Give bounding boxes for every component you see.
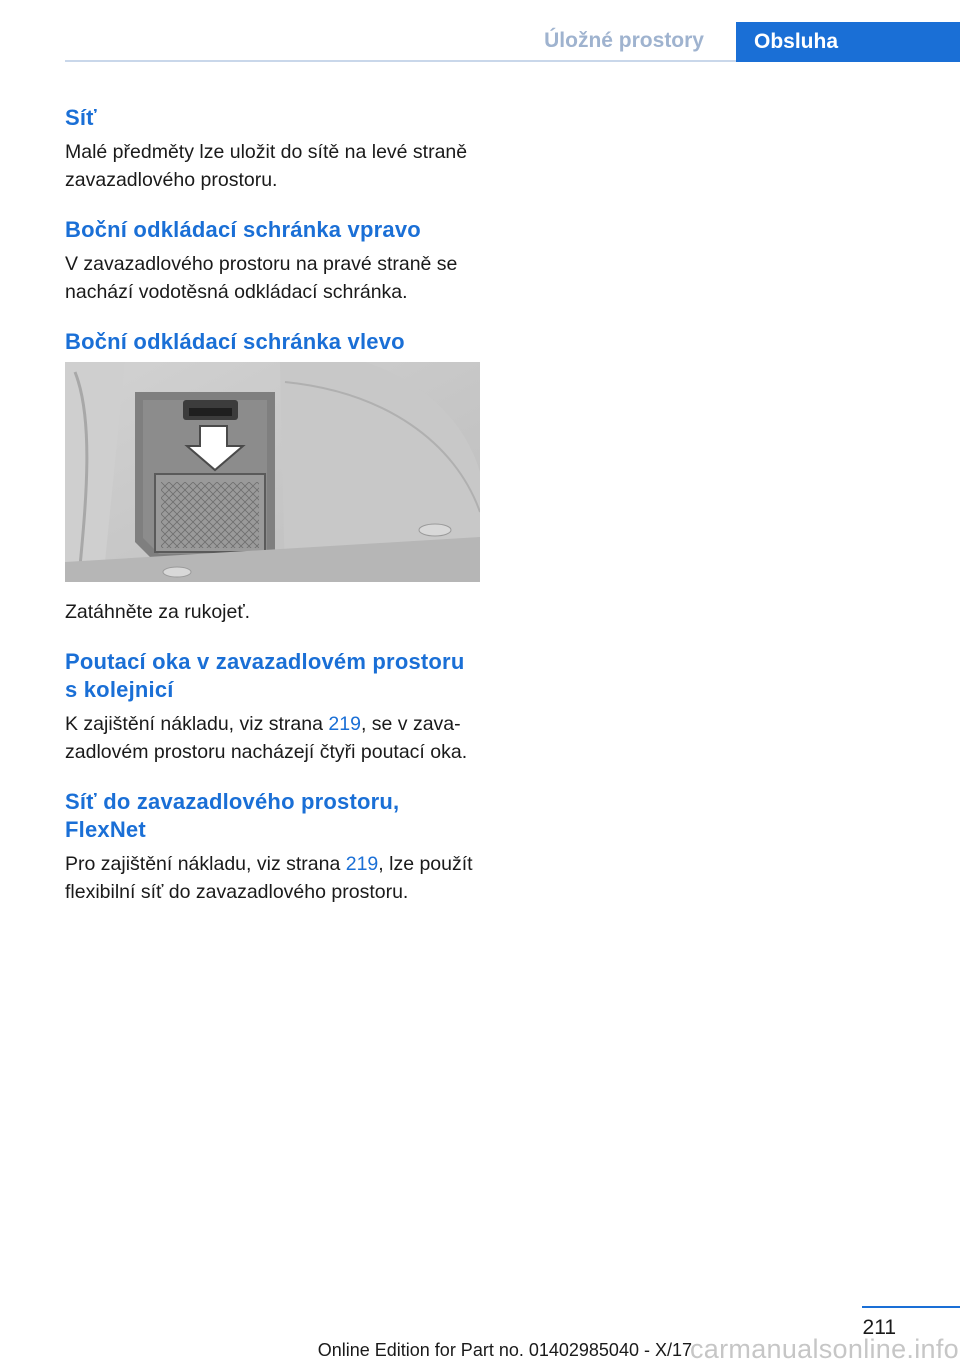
page-reference-link[interactable]: 219 [345,853,379,875]
page-number: 211 [862,1316,896,1339]
page-reference-link[interactable]: 219 [328,713,361,735]
text-before-link: K zajištění nákladu, viz strana [65,713,329,735]
section-text [65,710,483,766]
section-right-compartment [65,216,483,306]
page-content [65,104,483,928]
watermark: carmanualsonline.info [690,1334,959,1364]
text-after-link: , lze použít flexibilní síť do zavazadlového prostoru. [65,853,473,903]
footer-rule [862,1306,960,1308]
section-left-compartment [65,328,483,626]
section-heading: Síť [65,105,97,130]
section-net [65,104,483,194]
section-heading: Síť do zavazadlového prostoru, FlexNet [65,789,400,842]
section-heading: Poutací oka v zavazadlovém prostoru s kolejnicí [65,649,465,702]
section-text: Malé předměty lze uložit do sítě na levé straně zavazadlového prostoru. [65,141,468,191]
section-flexnet [65,788,483,906]
text-before-link: Pro zajištění nákladu, viz strana [65,853,346,875]
section-heading: Boční odkládací schránka vlevo [65,329,405,354]
figure-caption: Zatáhněte za rukojeť. [65,601,251,623]
section-text [65,850,483,906]
section-tab[interactable]: Úložné prostory [544,29,704,52]
trunk-compartment-illustration [65,362,480,582]
text-after-link: , se v zava-zadlovém prostoru nacházejí čtyři poutací oka. [65,713,468,763]
section-tie-down-eyes [65,648,483,766]
chapter-tab[interactable]: Obsluha [736,22,960,62]
section-text: V zavazadlového prostoru na pravé straně se nachází vodotěsná odkládací schránka. [65,253,458,303]
edition-note: Online Edition for Part no. 01402985040 - X/17 [317,1340,692,1360]
section-heading: Boční odkládací schránka vpravo [65,217,421,242]
